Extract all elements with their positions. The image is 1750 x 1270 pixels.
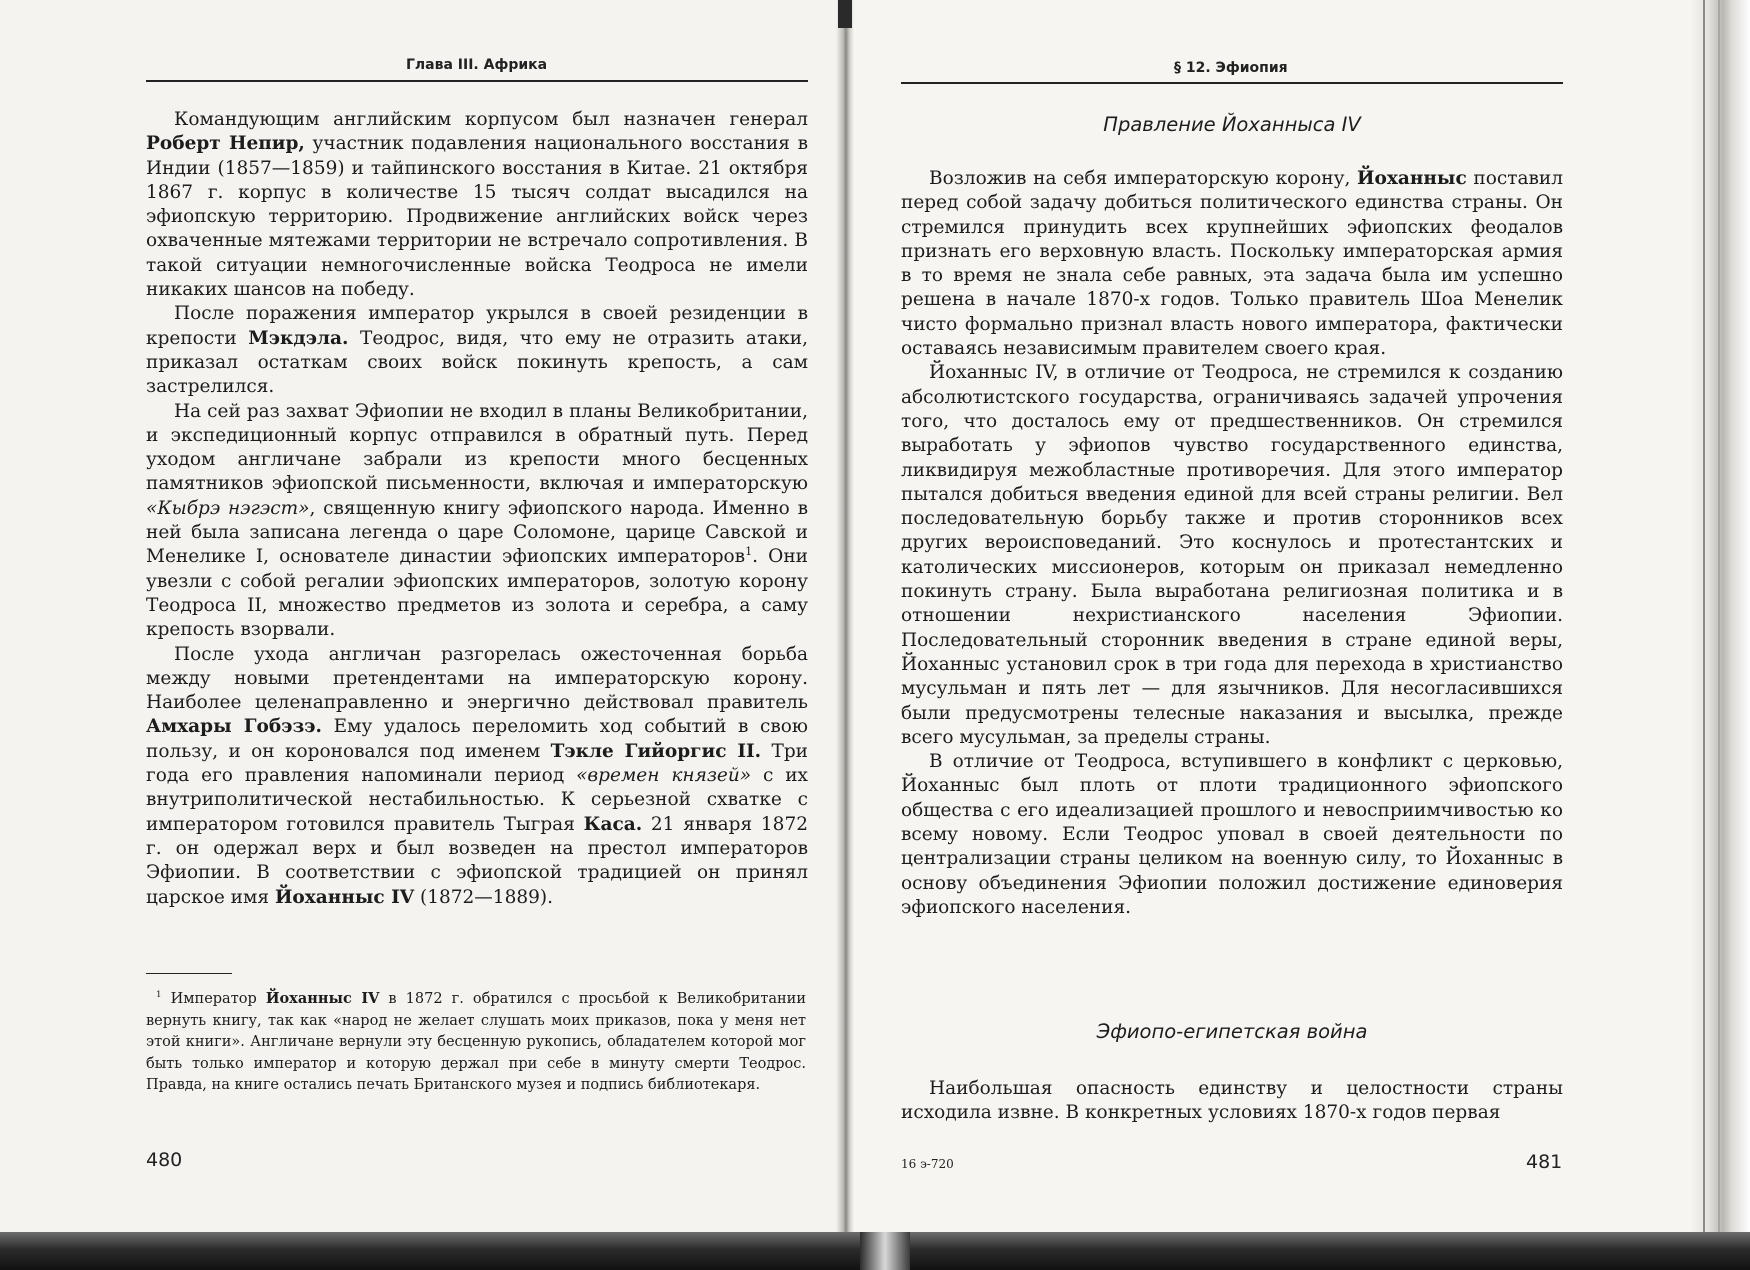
page-edge-line <box>1718 0 1720 1270</box>
bold-term: Мэкдэла. <box>248 327 349 349</box>
section-heading: Эфиопо-египетская война <box>1096 1020 1368 1043</box>
paragraph <box>146 400 808 643</box>
text-run: Теодрос, видя, что ему не отразить атаки, приказал остаткам своих войск покинуть крепость, а сам застрелился. <box>146 327 808 398</box>
paragraph <box>146 108 808 302</box>
bold-term: Тэкле Гийоргис II. <box>550 740 762 762</box>
right-body-text <box>901 1077 1563 1126</box>
paragraph <box>901 1077 1563 1126</box>
paragraph <box>146 643 808 910</box>
scan-spine-gap <box>860 1232 910 1270</box>
text-run: поставил перед собой задачу добиться политического единства страны. Он стремился принудить всех крупнейших эфиопских феодалов признать его верховную власть. Поскольку императорская армия в то время не знала себе равных, эта задача была им успешно решена в начале 1870-х годов. Только правитель Шоа Менелик чисто формально признал власть нового императора, фактически оставаясь независимым правителем своего края. <box>901 168 1563 360</box>
paragraph <box>901 750 1563 920</box>
text-run: (1872—1889). <box>414 886 553 908</box>
text-run: Йоханныс IV, в отличие от Теодроса, не стремился к созданию абсолютистского государства, ограничиваясь задачей упрочения того, что досталось ему от предшественников. Он стремился выработать у эфиопов чувство государственного единства, ликвидируя межобластные противоречия. Для этого император пытался добиться введения единой для всей страны религии. Вел последовательную борьбу также и против сторонников всех других вероисповеданий. Это коснулось и протестантских и католических миссионеров, которым он приказал немедленно покинуть страну. Была выработана религиозная политика и в отношении нехристианского населения Эфиопии. Последовательный сторонник введения в стране единой веры, Йоханныс установил срок в три года для перехода в христианство мусульман и пять лет — для язычников. Для несогласившихся были предусмотрены телесные наказания и высылка, прежде всего мусульман, за пределы страны. <box>901 362 1563 748</box>
spine-top-shadow <box>838 0 852 28</box>
page-number-left: 480 <box>146 1149 183 1171</box>
bold-term: Йоханныс IV <box>274 886 415 908</box>
text-run: В отличие от Теодроса, вступившего в конфликт с церковью, Йоханныс был плоть от плоти традиционного эфиопского общества с его идеализацией прошлого и невосприимчивостью ко всему новому. Если Теодрос уповал в своей деятельности по централизации страны целиком на военную силу, то Йоханныс в основу объединения Эфиопии положил достижение единоверия эфиопского населения. <box>901 751 1563 918</box>
bold-term: Роберт Непир, <box>146 133 305 155</box>
paragraph <box>146 302 808 399</box>
footnote-marker: 1 <box>156 990 162 1001</box>
text-run: Наибольшая опасность единству и целостности страны исходила извне. В конкретных условиях 1870-х годов первая <box>901 1078 1563 1124</box>
text-run: Командующим английским корпусом был назначен генерал <box>174 109 808 130</box>
text-run: Возложив на себя императорскую корону, <box>929 168 1358 189</box>
text-run: , священную книгу эфиопского народа. Именно в ней была записана легенда о царе Соломоне, царице Савской и Менелике I, основателе династии эфиопских императоров <box>146 497 808 568</box>
right-header-rule <box>901 82 1563 84</box>
right-body-text <box>901 167 1563 920</box>
text-run: После поражения император укрылся в своей резиденции в крепости <box>146 303 808 349</box>
paragraph <box>901 361 1563 750</box>
printer-signature-mark: 16 э-720 <box>901 1157 954 1171</box>
text-run: в 1872 г. обратился с просьбой к Великобритании вернуть книгу, так как «народ не желает слушать моих приказов, пока у меня нет этой книги». Англичане вернули эту бесценную рукопись, обладателем которой мог быть только император и которую держал при себе в минуту смерти Теодрос. Правда, на книге остались печать Британского музея и подпись библиотекаря. <box>146 991 806 1094</box>
book-spine <box>836 0 854 1270</box>
text-run: После ухода англичан разгорелась ожесточенная борьба между новыми претендентами на императорскую корону. Наиболее целенаправленно и энергично действовал правитель <box>146 643 808 714</box>
text-run: На сей раз захват Эфиопии не входил в планы Великобритании, и экспедиционный корпус отправился в обратный путь. Перед уходом англичане забрали из крепости много бесценных памятников эфиопской письменности, включая и императорскую <box>146 400 808 495</box>
footnote-text <box>146 988 806 1097</box>
text-run: Император <box>161 991 266 1007</box>
text-run: 21 января 1872 г. он одержал верх и был возведен на престол императоров Эфиопии. В соответствии с эфиопской традицией он принял царское имя <box>146 813 808 908</box>
bold-term: Каса. <box>583 813 643 835</box>
section-heading: Правление Йоханныса IV <box>1103 113 1361 136</box>
bold-term: Йоханныс <box>1357 168 1467 189</box>
text-run: с их внутриполитической нестабильностью. К серьезной схватке с императором готовился правитель Тыграя <box>146 765 808 835</box>
text-run: . Они увезли с собой регалии эфиопских императоров, золотую корону Теодроса II, множество предметов из золота и серебра, а саму крепость взорвали. <box>146 546 808 641</box>
footnote <box>146 988 806 1097</box>
paragraph <box>901 167 1563 361</box>
text-run: Ему удалось переломить ход событий в свою пользу, и он короновался под именем <box>146 716 808 762</box>
text-run: Три года его правления напоминали период <box>146 740 808 787</box>
right-page-edge <box>1690 0 1750 1270</box>
italic-term: «времен князей» <box>576 765 752 787</box>
bold-term: Йоханныс IV <box>265 990 380 1007</box>
footnote-marker: 1 <box>745 545 753 559</box>
page-number-right: 481 <box>1526 1151 1563 1173</box>
left-header-rule <box>146 80 808 82</box>
right-running-head: § 12. Эфиопия <box>1174 60 1288 76</box>
bold-term: Амхары Гобэзэ. <box>146 716 322 738</box>
italic-term: «Кыбрэ нэгэст» <box>146 497 310 519</box>
left-body-text <box>146 108 808 910</box>
footnote-rule <box>146 973 232 974</box>
left-running-head: Глава III. Африка <box>406 57 548 73</box>
page-edge-line <box>1703 0 1705 1270</box>
text-run: участник подавления национального восстания в Индии (1857—1859) и тайпинского восстания в Китае. 21 октября 1867 г. корпус в количестве 15 тысяч солдат высадился на эфиопскую территорию. Продвижение английских войск через охваченные мятежами территории не встречало сопротивления. В такой ситуации немногочисленные войска Теодроса не имели никаких шансов на победу. <box>146 133 808 301</box>
